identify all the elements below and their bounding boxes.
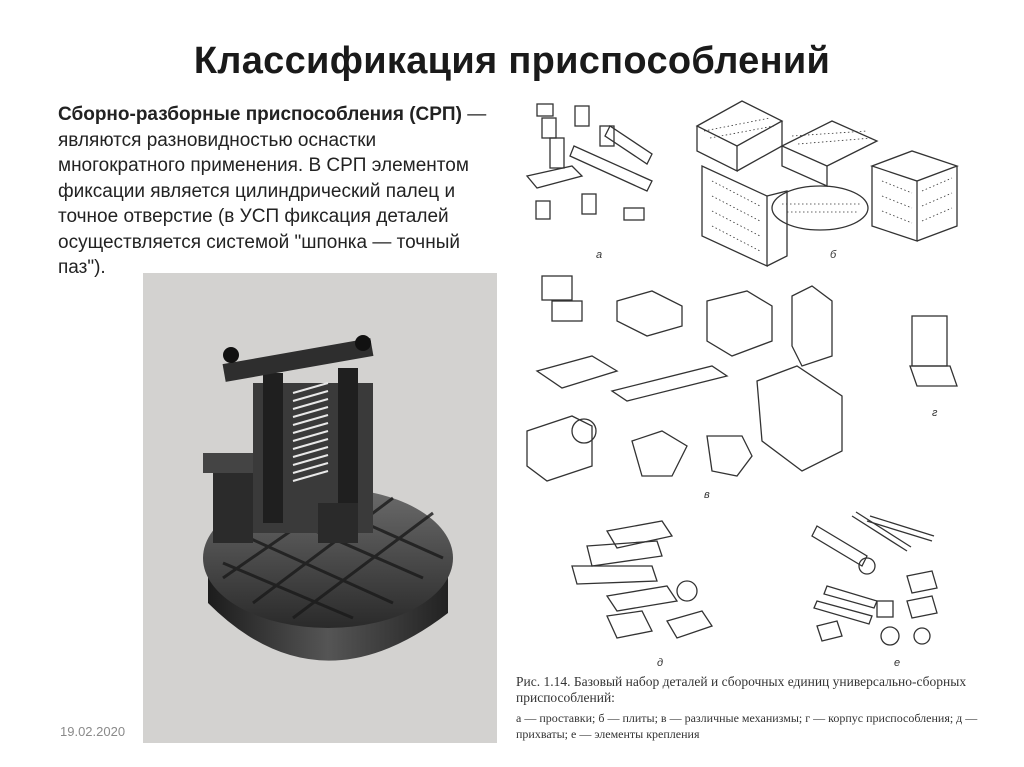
label-b: б [830,249,837,261]
caption-title: Рис. 1.14. Базовый набор деталей и сборочных единиц универсально-сборных приспособлений: [516,674,967,705]
label-d: д [657,657,664,669]
slide-title: Классификация приспособлений [193,40,831,82]
spacers-drawing [527,104,652,261]
plates-drawing [697,101,957,266]
fasteners-drawing [812,512,937,669]
label-a: а [596,249,603,261]
fixture-photo-illustration [143,273,497,743]
clamps-drawing [572,521,712,669]
slide-date: 19.02.2020 [60,724,126,739]
caption-legend: а — проставки; б — плиты; в — различные механизмы; г — корпус приспособления; д — прихваты; е — элементы крепления [516,711,978,741]
label-e: е [894,657,901,669]
parts-set-figure [512,96,982,756]
description-text: — являются разновидностью оснастки многократного применения. В СРП элементом фиксации является цилиндрический палец и точное отверстие (в УСП фиксация деталей осуществляется системой "шпонка — точный паз"). [58,104,487,278]
description-term: Сборно-разборные приспособления (СРП) [58,104,462,125]
fixture-photo [143,273,497,743]
label-g: г [932,407,938,419]
mechanisms-drawing [527,276,957,501]
figure-caption [516,674,986,742]
label-v: в [704,489,710,501]
description-paragraph [58,102,498,281]
